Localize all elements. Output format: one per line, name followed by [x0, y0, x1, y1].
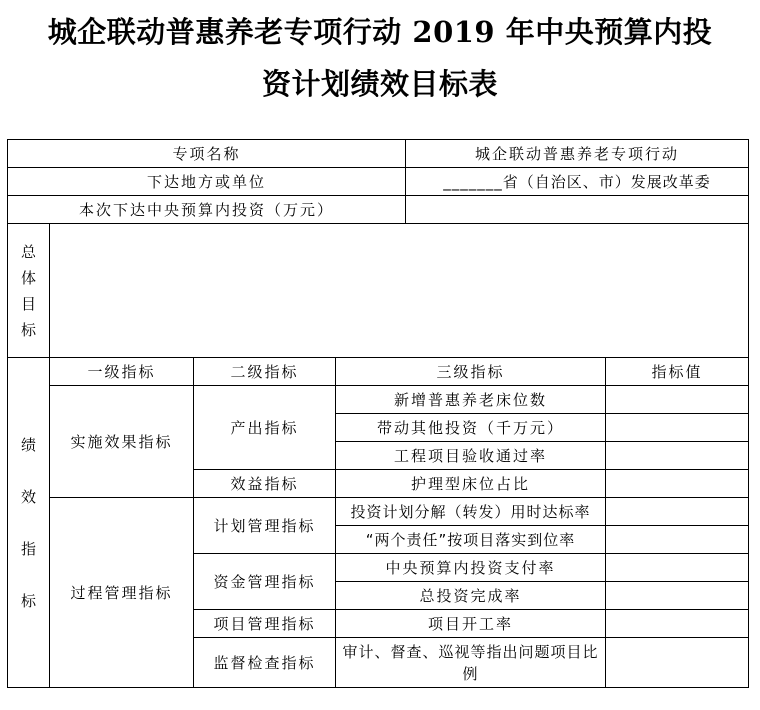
overall-goal-label	[8, 224, 50, 358]
project-name-value: 城企联动普惠养老专项行动	[406, 140, 749, 168]
row-investment	[8, 196, 749, 224]
level3-cell: 护理型床位占比	[336, 470, 606, 498]
level3-cell: 新增普惠养老床位数	[336, 386, 606, 414]
indicator-value-cell	[606, 582, 749, 610]
project-name-label: 专项名称	[8, 140, 406, 168]
overall-goal-char: 总	[20, 242, 36, 261]
indicator-value-cell	[606, 442, 749, 470]
level2-cell: 项目管理指标	[194, 610, 336, 638]
header-level3: 三级指标	[336, 358, 606, 386]
row-headers	[8, 358, 749, 386]
indicator-value-cell	[606, 610, 749, 638]
performance-char: 指	[20, 539, 36, 558]
region-value: _______省（自治区、市）发展改革委	[406, 168, 749, 196]
performance-label	[8, 358, 50, 688]
level2-cell: 监督检查指标	[194, 638, 336, 688]
performance-char: 标	[20, 591, 36, 610]
header-value: 指标值	[606, 358, 749, 386]
investment-value	[406, 196, 749, 224]
level3-cell: 项目开工率	[336, 610, 606, 638]
level2-cell: 计划管理指标	[194, 498, 336, 554]
indicator-value-cell	[606, 526, 749, 554]
level3-cell: “两个责任”按项目落实到位率	[336, 526, 606, 554]
overall-goal-content	[50, 224, 749, 358]
indicator-value-cell	[606, 554, 749, 582]
level1-cell: 过程管理指标	[50, 498, 194, 688]
indicator-value-cell	[606, 470, 749, 498]
performance-char: 绩	[20, 435, 36, 454]
region-label: 下达地方或单位	[8, 168, 406, 196]
title-line-1: 城企联动普惠养老专项行动 2019 年中央预算内投	[47, 15, 713, 49]
row-overall-goal	[8, 224, 749, 358]
title-line-2: 资计划绩效目标表	[261, 67, 498, 101]
overall-goal-char: 体	[20, 268, 36, 287]
overall-goal-char: 目	[20, 294, 36, 313]
row-region	[8, 168, 749, 196]
level3-cell: 中央预算内投资支付率	[336, 554, 606, 582]
table-row	[8, 498, 749, 526]
performance-target-table	[7, 139, 749, 688]
level3-cell: 投资计划分解（转发）用时达标率	[336, 498, 606, 526]
indicator-value-cell	[606, 386, 749, 414]
performance-char: 效	[20, 487, 36, 506]
indicator-value-cell	[606, 414, 749, 442]
level2-cell: 效益指标	[194, 470, 336, 498]
level1-cell: 实施效果指标	[50, 386, 194, 498]
header-level1: 一级指标	[50, 358, 194, 386]
row-project-name	[8, 140, 749, 168]
indicator-value-cell	[606, 638, 749, 688]
level3-cell: 带动其他投资（千万元）	[336, 414, 606, 442]
indicator-value-cell	[606, 498, 749, 526]
level3-cell: 总投资完成率	[336, 582, 606, 610]
investment-label: 本次下达中央预算内投资（万元）	[8, 196, 406, 224]
level2-cell: 产出指标	[194, 386, 336, 470]
overall-goal-char: 标	[20, 320, 36, 339]
table-row	[8, 386, 749, 414]
level3-cell: 工程项目验收通过率	[336, 442, 606, 470]
level3-cell: 审计、督查、巡视等指出问题项目比例	[336, 638, 606, 688]
level2-cell: 资金管理指标	[194, 554, 336, 610]
header-level2: 二级指标	[194, 358, 336, 386]
